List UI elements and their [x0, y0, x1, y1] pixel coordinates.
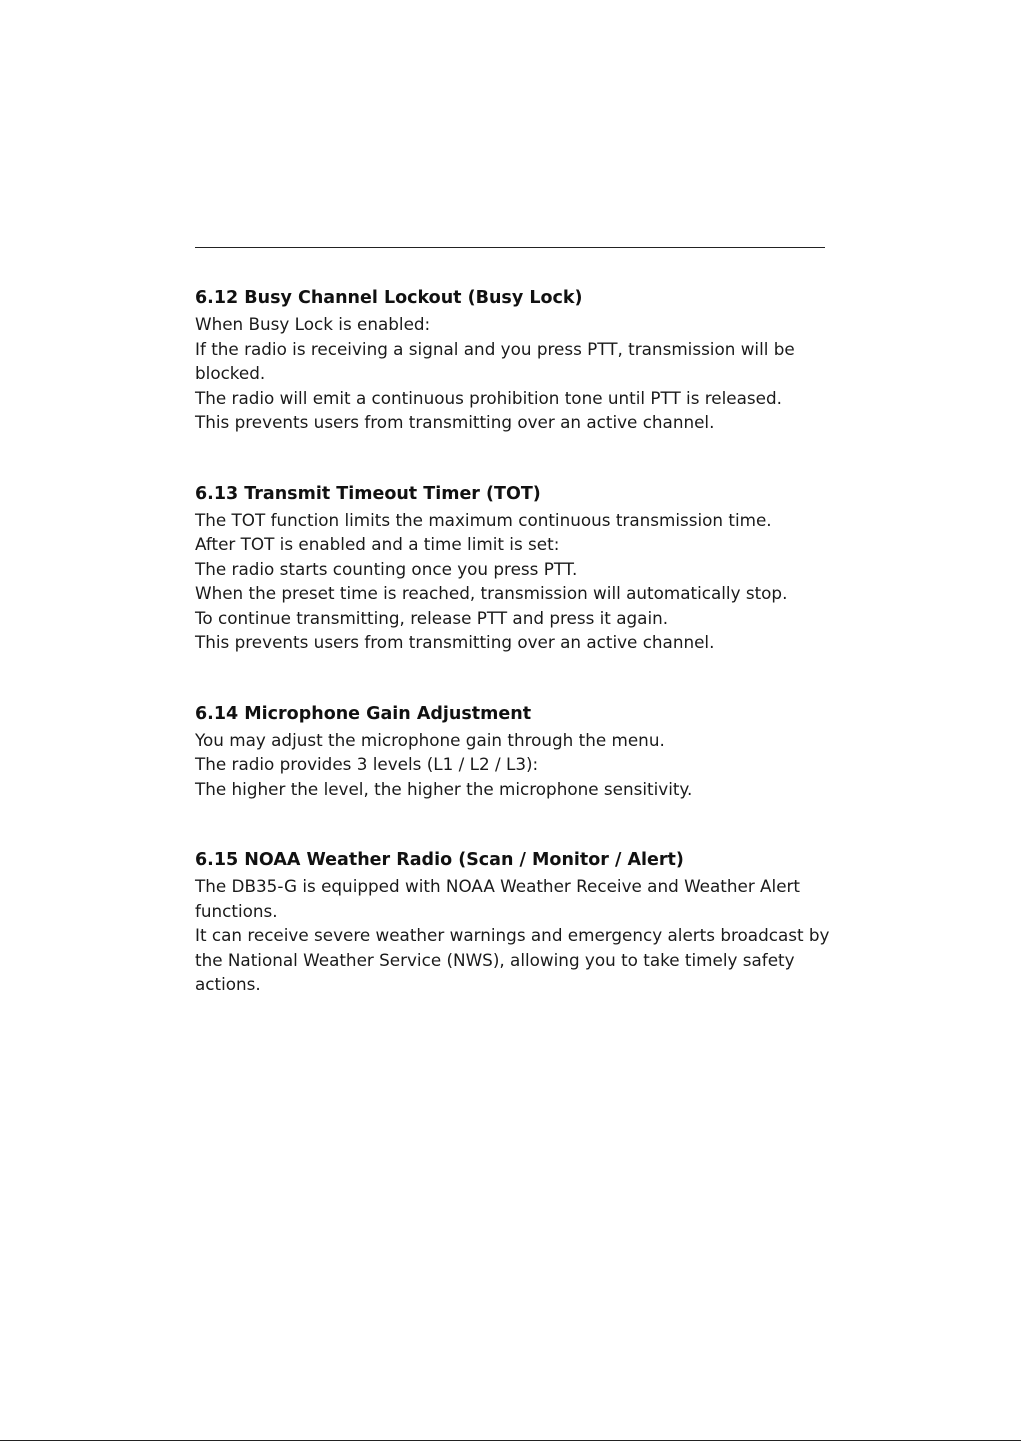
paragraph-line: When the preset time is reached, transmission will automatically stop.	[195, 583, 788, 603]
paragraph-line: The radio starts counting once you press PTT.	[195, 558, 578, 579]
section-heading: 6.14 Microphone Gain Adjustment	[195, 703, 532, 724]
paragraph-line: To continue transmitting, release PTT and press it again.	[195, 607, 669, 628]
section-busy-lock	[195, 284, 835, 435]
paragraph-line: After TOT is enabled and a time limit is set:	[195, 534, 560, 554]
section-transmit-timeout	[195, 480, 835, 655]
paragraph-line: This prevents users from transmitting over an active channel.	[195, 632, 715, 652]
document-body	[195, 284, 835, 1042]
paragraph-line: The DB35-G is equipped with NOAA Weather Receive and Weather Alert	[195, 876, 801, 896]
paragraph-line: If the radio is receiving a signal and you press PTT, transmission will be	[195, 338, 795, 359]
section-heading: 6.15 NOAA Weather Radio (Scan / Monitor / Alert)	[195, 850, 684, 870]
paragraph-line: This prevents users from transmitting over an active channel.	[195, 412, 715, 432]
paragraph-line: When Busy Lock is enabled:	[195, 314, 431, 334]
paragraph-line: blocked.	[195, 363, 266, 383]
section-microphone-gain	[195, 700, 835, 802]
section-noaa-weather	[195, 846, 835, 997]
paragraph-line: the National Weather Service (NWS), allowing you to take timely safety	[195, 949, 795, 970]
section-heading: 6.13 Transmit Timeout Timer (TOT)	[195, 483, 541, 504]
paragraph-line: actions.	[195, 974, 261, 994]
paragraph-line: The TOT function limits the maximum continuous transmission time.	[195, 509, 772, 530]
paragraph-line: The radio provides 3 levels (L1 / L2 / L3):	[195, 754, 539, 774]
paragraph-line: It can receive severe weather warnings and emergency alerts broadcast by	[195, 925, 830, 945]
paragraph-line: functions.	[195, 900, 278, 921]
footer-divider	[0, 1440, 1021, 1441]
paragraph-line: The radio will emit a continuous prohibition tone until PTT is released.	[195, 387, 782, 408]
section-heading: 6.12 Busy Channel Lockout (Busy Lock)	[195, 288, 583, 308]
paragraph-line: The higher the level, the higher the microphone sensitivity.	[195, 778, 693, 799]
paragraph-line: You may adjust the microphone gain through the menu.	[195, 729, 665, 750]
header-divider	[195, 247, 825, 248]
